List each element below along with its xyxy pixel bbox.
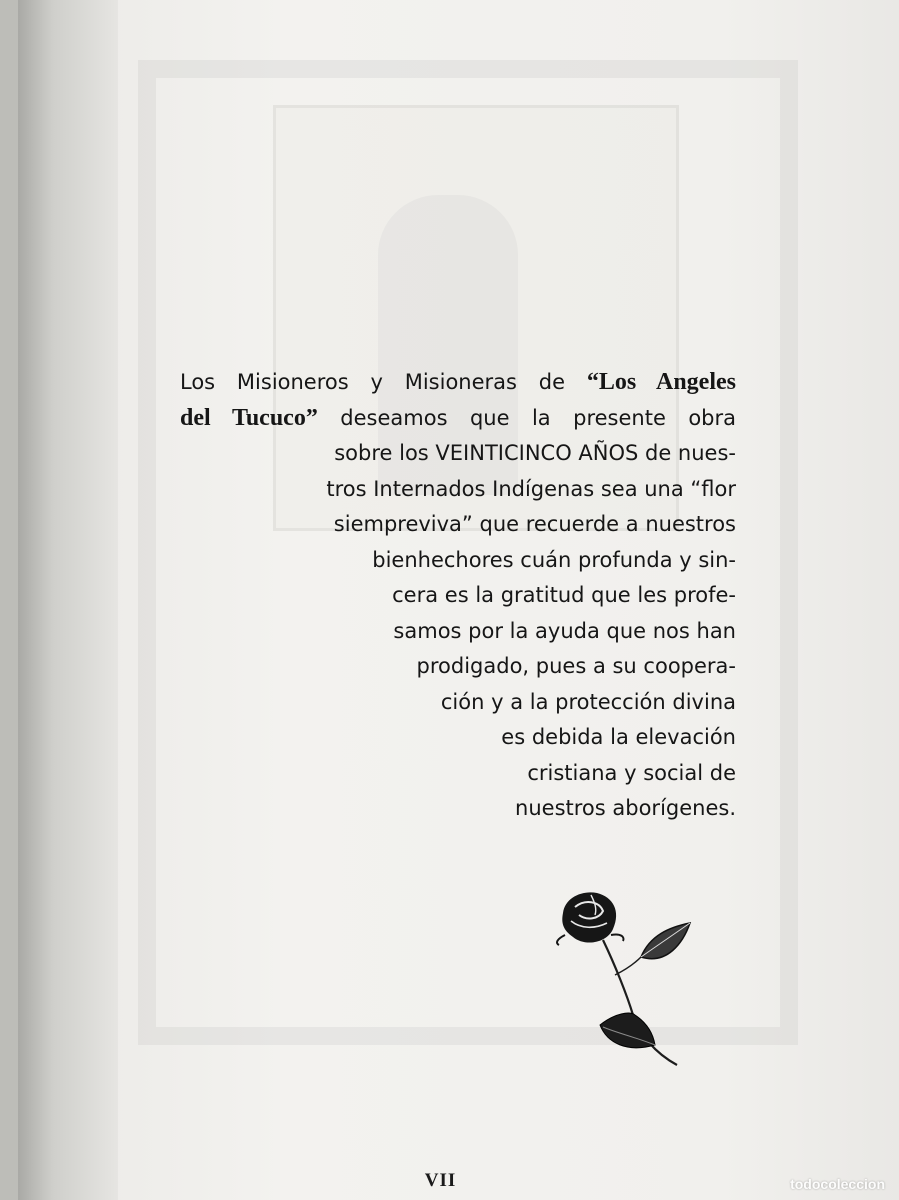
dedication-text-segment: deseamos que la presente obra	[317, 405, 736, 430]
rose-leaf-stalk	[615, 957, 641, 975]
rose-illustration	[555, 885, 700, 1070]
dedication-line-6: bienhechores cuán profunda y sin-	[372, 547, 736, 572]
dedication-line-4: tros Internados Indígenas sea una “flor	[326, 476, 736, 501]
dedication-line-9: prodigado, pues a su coopera-	[416, 654, 736, 678]
dedication-line-5: siempreviva” que recuerde a nuestros	[333, 512, 736, 536]
dedication-title-segment: del Tucuco”	[180, 404, 318, 431]
dedication-line-12: cristiana y social de	[527, 760, 736, 785]
rose-leaf-lower	[600, 1013, 655, 1048]
rose-bud	[562, 892, 616, 942]
dedication-line-13: nuestros aborígenes.	[515, 796, 736, 820]
dedication-line-1	[180, 365, 736, 401]
dedication-text	[180, 365, 736, 827]
dedication-title-segment: “Los Angeles	[586, 369, 736, 395]
dedication-line-8: samos por la ayuda que nos han	[393, 618, 736, 643]
dedication-line-2	[180, 401, 736, 437]
book-gutter	[18, 0, 118, 1200]
page-number: VII	[424, 1170, 457, 1191]
dedication-line-7: cera es la gratitud que les profe-	[392, 583, 736, 607]
dedication-line-11: es debida la elevación	[501, 725, 736, 749]
dedication-line-3: sobre los VEINTICINCO AÑOS de nues-	[334, 441, 736, 465]
dedication-text-segment: Los Misioneros y Misioneras de	[180, 370, 587, 394]
dedication-line-10: ción y a la protección divina	[440, 689, 736, 714]
watermark: todocoleccion	[790, 1176, 885, 1192]
